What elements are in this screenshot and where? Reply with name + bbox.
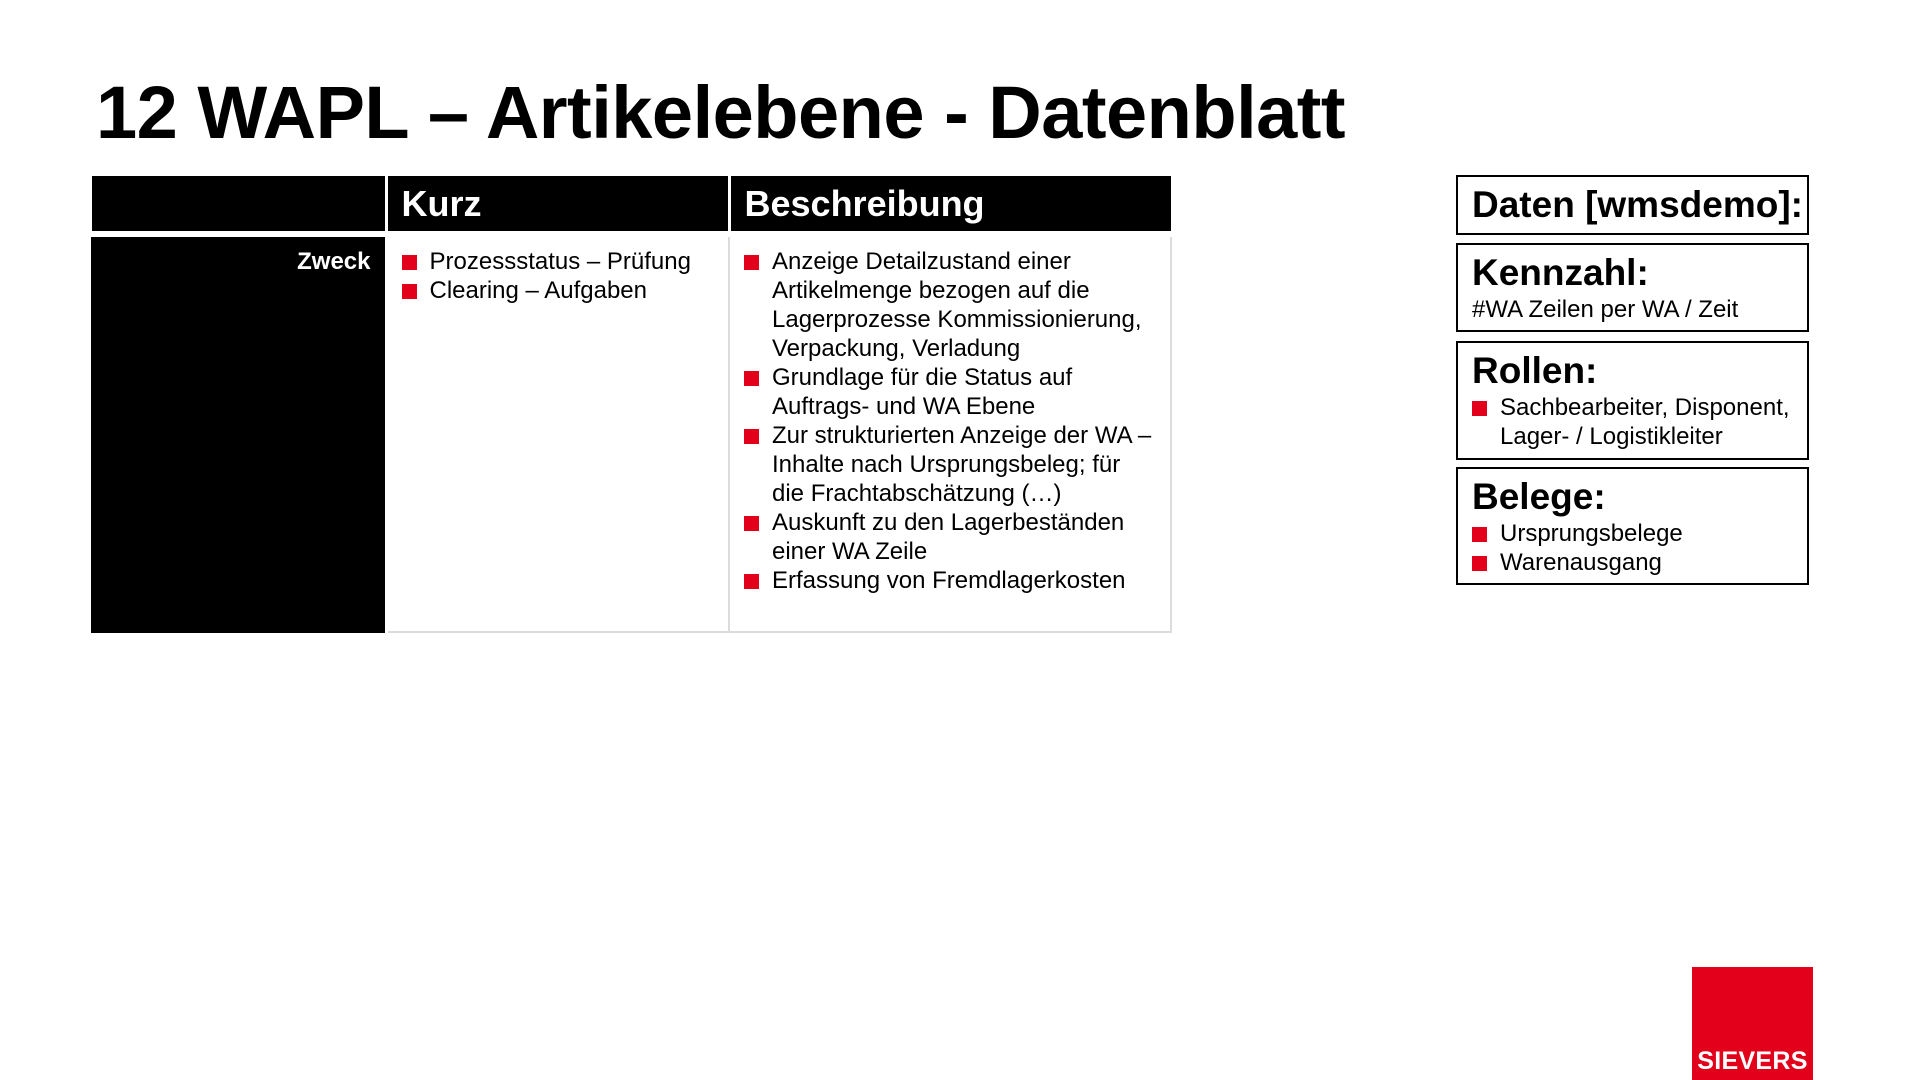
- rollen-list: [1472, 393, 1793, 451]
- daten-title: Daten [wmsdemo]:: [1472, 184, 1803, 225]
- cell-beschreibung: [729, 234, 1171, 632]
- belege-title: Belege:: [1472, 476, 1606, 517]
- table-header-row: [92, 176, 1171, 234]
- row-header-zweck: Zweck: [92, 234, 386, 632]
- daten-box: [1456, 175, 1809, 235]
- logo-text: SIEVERS: [1697, 1047, 1808, 1075]
- list-item: Ursprungsbelege: [1472, 519, 1793, 548]
- beschreibung-list: [744, 247, 1156, 595]
- kennzahl-text: #WA Zeilen per WA / Zeit: [1472, 296, 1739, 323]
- page-title: 12 WAPL – Artikelebene - Datenblatt: [96, 71, 1346, 154]
- list-item: Auskunft zu den Lagerbeständen einer WA Zeile: [744, 508, 1156, 566]
- list-item: Prozessstatus – Prüfung: [402, 247, 715, 276]
- kennzahl-title: Kennzahl:: [1472, 252, 1649, 293]
- belege-box: [1456, 467, 1809, 585]
- list-item: Grundlage für die Status auf Auftrags- und WA Ebene: [744, 363, 1156, 421]
- rollen-title: Rollen:: [1472, 350, 1598, 391]
- list-item: Anzeige Detailzustand einer Artikelmenge bezogen auf die Lagerprozesse Kommissionierung, Verpackung, Verladung: [744, 247, 1156, 363]
- cell-kurz: [386, 234, 729, 632]
- column-header-empty: [92, 176, 386, 234]
- sievers-logo: [1692, 967, 1813, 1080]
- kurz-list: [402, 247, 715, 305]
- column-header-beschreibung: Beschreibung: [729, 176, 1171, 234]
- belege-list: [1472, 519, 1793, 577]
- list-item: Zur strukturierten Anzeige der WA – Inhalte nach Ursprungsbeleg; für die Frachtabschätzung (…): [744, 421, 1156, 508]
- column-header-kurz: Kurz: [386, 176, 729, 234]
- rollen-box: [1456, 341, 1809, 460]
- table-row: [92, 234, 1171, 632]
- list-item: Warenausgang: [1472, 548, 1793, 577]
- list-item: Sachbearbeiter, Disponent, Lager- / Logistikleiter: [1472, 393, 1793, 451]
- kennzahl-box: [1456, 243, 1809, 332]
- list-item: Erfassung von Fremdlagerkosten: [744, 566, 1156, 595]
- list-item: Clearing – Aufgaben: [402, 276, 715, 305]
- data-sheet-table: [91, 176, 1172, 633]
